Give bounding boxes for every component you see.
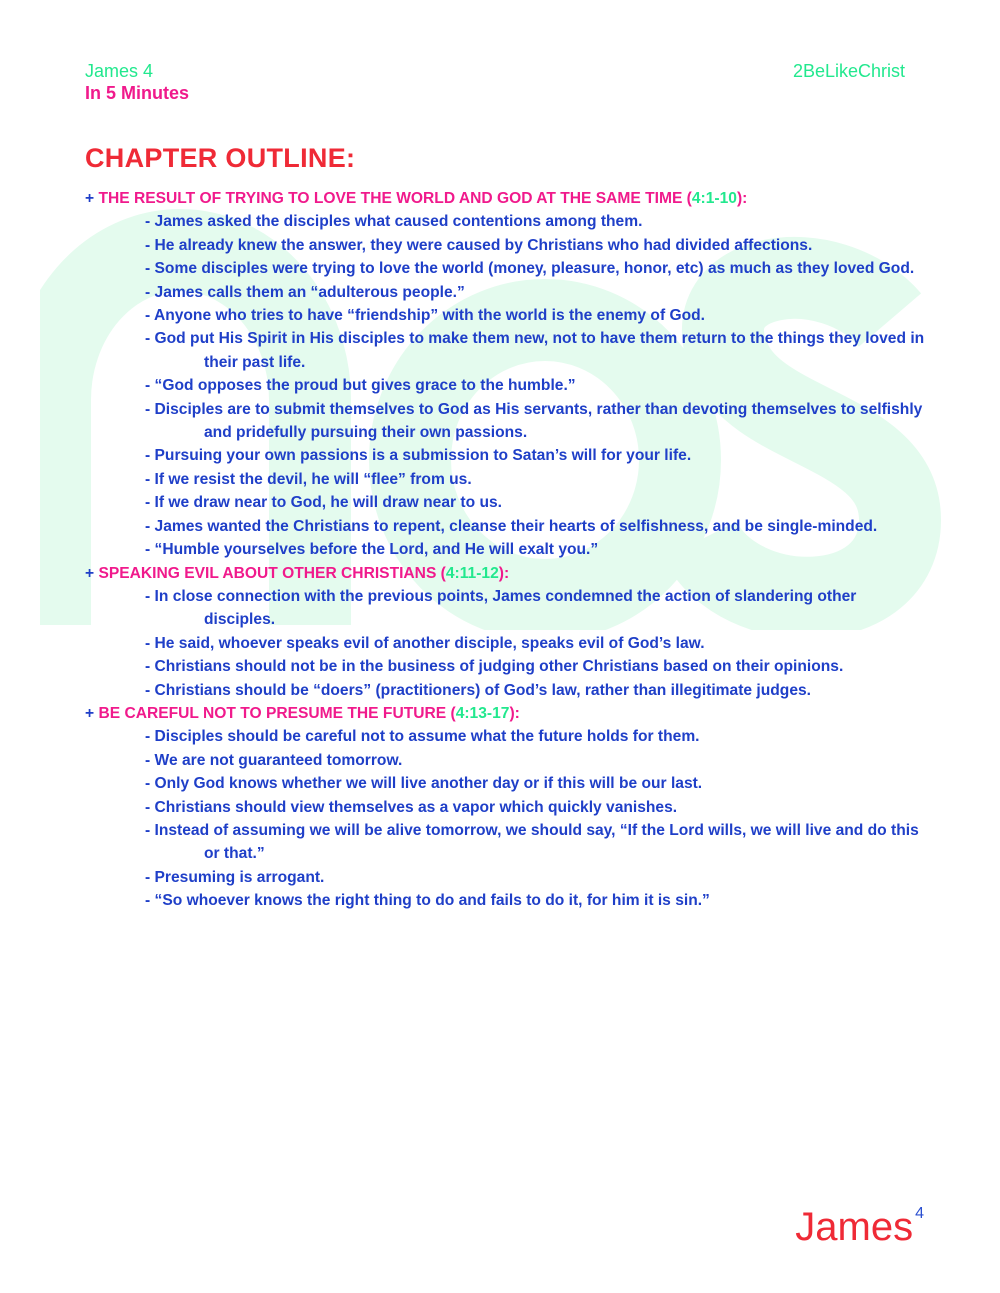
outline-bullet: - Pursuing your own passions is a submission to Satan’s will for your life. (145, 447, 692, 465)
section-plus: + (85, 704, 99, 722)
outline-bullet: - He said, whoever speaks evil of another disciple, speaks evil of God’s law. (145, 634, 705, 652)
scripture-reference: 4:1-10 (691, 190, 737, 207)
outline-bullet: - James asked the disciples what caused contentions among them. (145, 213, 643, 231)
outline-bullet: - Disciples should be careful not to assume what the future holds for them. (145, 728, 700, 746)
section-title: SPEAKING EVIL ABOUT OTHER CHRISTIANS ( (98, 564, 446, 582)
outline-bullet: - James calls them an “adulterous people.” (145, 283, 465, 301)
scripture-reference: 4:11-12 (445, 564, 499, 582)
outline-bullet: - Only God knows whether we will live another day or if this will be our last. (145, 775, 703, 793)
section-title: BE CAREFUL NOT TO PRESUME THE FUTURE ( (98, 704, 456, 722)
footer-chapter-number: 4 (915, 1205, 924, 1222)
section-title-suffix: ): (736, 190, 748, 207)
outline-bullet: - Christians should be “doers” (practitioners) of God’s law, rather than illegitimate judges. (145, 681, 812, 699)
outline-bullet: - James wanted the Christians to repent, cleanse their hearts of selfishness, and be single-minded. (145, 517, 878, 535)
section-title-suffix: ): (509, 704, 520, 722)
outline-bullet: - He already knew the answer, they were caused by Christians who had divided affections. (145, 236, 813, 254)
section-title: THE RESULT OF TRYING TO LOVE THE WORLD AND GOD AT THE SAME TIME ( (98, 190, 692, 207)
outline-bullet: - Disciples are to submit themselves to God as His servants, rather than devoting themselves to selfishly and pridefully pursuing their own passions. (145, 400, 923, 442)
header-book-title: James 4 (85, 61, 154, 81)
section-heading (85, 562, 925, 585)
footer-book-mark (795, 1192, 924, 1249)
outline-bullet: - God put His Spirit in His disciples to make them new, not to have them return to the things they loved in their past life. (145, 330, 925, 371)
header-subtitle: In 5 Minutes (85, 83, 190, 103)
outline-section (85, 187, 925, 562)
outline-section (85, 702, 925, 913)
outline-bullet: - We are not guaranteed tomorrow. (145, 751, 403, 769)
outline-bullet: - Christians should not be in the business of judging other Christians based on their opinions. (145, 658, 844, 676)
outline-bullet: - Christians should view themselves as a vapor which quickly vanishes. (145, 798, 678, 816)
section-title-suffix: ): (498, 564, 510, 582)
footer-book-name: James (795, 1205, 914, 1249)
outline-bullet: - Anyone who tries to have “friendship” with the world is the enemy of God. (145, 307, 705, 325)
header-site-name: 2BeLikeChrist (792, 61, 905, 81)
outline-bullet: - “Humble yourselves before the Lord, and He will exalt you.” (145, 541, 599, 559)
outline-bullet: - “So whoever knows the right thing to do and fails to do it, for him it is sin.” (145, 892, 710, 910)
section-heading (85, 702, 925, 725)
outline-bullet: - Instead of assuming we will be alive tomorrow, we should say, “If the Lord wills, we will live and do this or that.” (145, 821, 919, 863)
section-plus: + (85, 564, 99, 582)
outline-bullet: - If we resist the devil, he will “flee” from us. (145, 470, 472, 488)
scripture-reference: 4:13-17 (455, 704, 510, 722)
chapter-outline (85, 187, 925, 913)
outline-bullet: - “God opposes the proud but gives grace to the humble.” (145, 377, 576, 395)
outline-bullet: - In close connection with the previous points, James condemned the action of slandering other disciples. (145, 587, 857, 629)
outline-bullet: - Presuming is arrogant. (145, 868, 325, 886)
outline-section (85, 562, 925, 702)
section-plus: + (85, 190, 99, 207)
outline-heading: CHAPTER OUTLINE: (85, 143, 356, 173)
document-header (85, 60, 189, 104)
section-heading (85, 187, 925, 210)
outline-bullet: - Some disciples were trying to love the world (money, pleasure, honor, etc) as much as they loved God. (145, 260, 915, 278)
outline-bullet: - If we draw near to God, he will draw near to us. (145, 494, 502, 512)
